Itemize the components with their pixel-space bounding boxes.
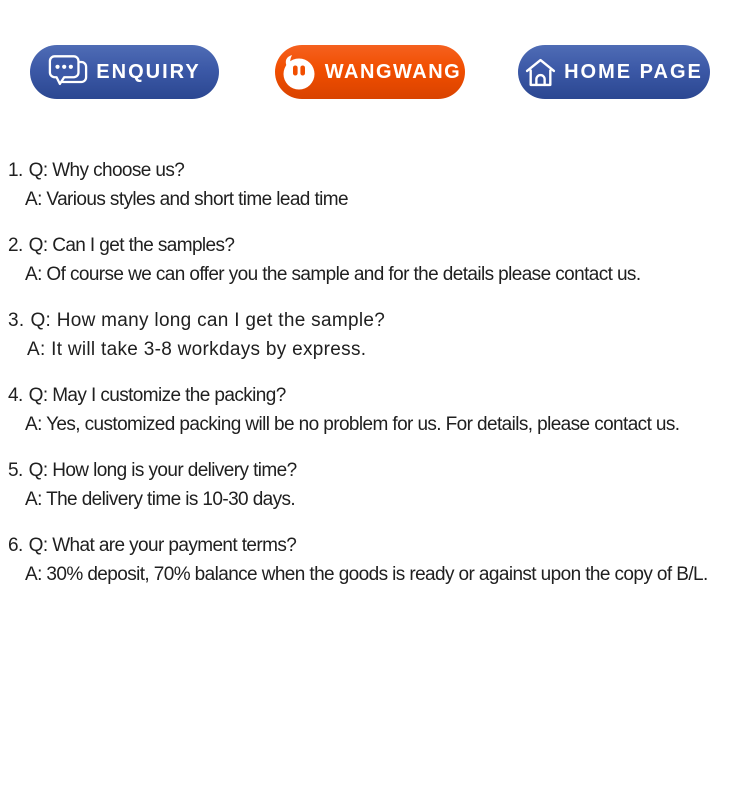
faq-number: 3. bbox=[8, 310, 25, 331]
enquiry-button[interactable] bbox=[30, 45, 219, 99]
faq-question-text: Q: How many long can I get the sample? bbox=[30, 310, 386, 331]
faq-answer: A: Of course we can offer you the sample and for the details please contact us. bbox=[25, 264, 641, 285]
faq-item-2 bbox=[8, 231, 750, 289]
faq-question-text: Q: Can I get the samples? bbox=[28, 235, 235, 256]
faq-item-5 bbox=[8, 456, 750, 514]
wangwang-button[interactable] bbox=[275, 45, 465, 99]
faq-answer: A: 30% deposit, 70% balance when the goods is ready or against upon the copy of B/L. bbox=[25, 564, 708, 585]
faq-question bbox=[8, 456, 750, 485]
faq-item-3 bbox=[8, 306, 750, 364]
faq-item-4 bbox=[8, 381, 750, 439]
faq-question bbox=[8, 306, 750, 335]
home-icon bbox=[525, 57, 556, 88]
faq-answer: A: Various styles and short time lead time bbox=[25, 189, 348, 210]
home-page-button[interactable] bbox=[518, 45, 710, 99]
faq-list bbox=[8, 156, 750, 606]
faq-question-text: Q: May I customize the packing? bbox=[28, 385, 286, 406]
enquiry-button-label: ENQUIRY bbox=[96, 60, 201, 83]
faq-question bbox=[8, 156, 750, 185]
faq-number: 2. bbox=[8, 235, 23, 256]
wangwang-icon bbox=[279, 52, 317, 92]
faq-question-text: Q: How long is your delivery time? bbox=[28, 460, 297, 481]
faq-question-text: Q: What are your payment terms? bbox=[28, 535, 297, 556]
faq-answer: A: The delivery time is 10-30 days. bbox=[25, 489, 296, 510]
faq-question bbox=[8, 381, 750, 410]
faq-item-1 bbox=[8, 156, 750, 214]
faq-answer: A: Yes, customized packing will be no problem for us. For details, please contact us. bbox=[25, 414, 680, 435]
faq-number: 4. bbox=[8, 385, 23, 406]
home-page-button-label: HOME PAGE bbox=[564, 60, 703, 83]
faq-question bbox=[8, 531, 750, 560]
wangwang-button-label: WANGWANG bbox=[324, 60, 462, 83]
faq-question-text: Q: Why choose us? bbox=[28, 160, 185, 181]
faq-number: 5. bbox=[8, 460, 23, 481]
chat-bubbles-icon bbox=[48, 54, 88, 91]
faq-item-6 bbox=[8, 531, 750, 589]
faq-question bbox=[8, 231, 750, 260]
faq-number: 1. bbox=[8, 160, 23, 181]
faq-answer: A: It will take 3-8 workdays by express. bbox=[27, 339, 367, 360]
faq-number: 6. bbox=[8, 535, 23, 556]
